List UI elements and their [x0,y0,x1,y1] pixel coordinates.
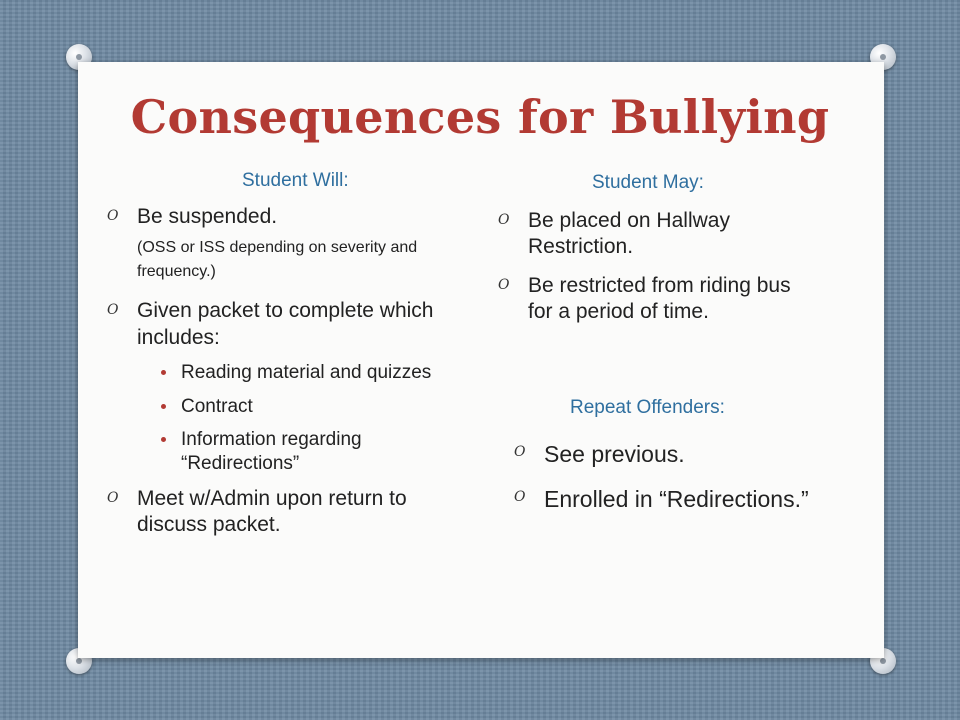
o-bullet-icon: O [107,302,119,319]
list-item-text: Given packet to complete which includes: [137,299,434,349]
list-item [498,208,818,261]
dot-bullet-icon [161,404,166,409]
list-item-text: See previous. [544,441,685,467]
list-item [107,486,457,539]
list-item-text: Enrolled in “Redirections.” [544,485,809,512]
sub-list-item: Reading material and quizzes [161,361,457,385]
list-item [514,440,834,469]
o-bullet-icon: O [498,212,510,228]
dot-bullet-icon [161,370,166,375]
repeat-offenders-heading: Repeat Offenders: [570,397,725,418]
dot-bullet-icon [161,437,166,442]
sub-list-item: Information regarding “Redirections” [161,428,457,476]
slide-title: Consequences for Bullying [130,90,830,144]
student-will-heading: Student Will: [242,170,349,191]
suspension-note: (OSS or ISS depending on severity and frequency.) [137,239,418,281]
list-item [514,483,834,516]
list-item [107,204,457,230]
list-item [107,298,457,351]
student-may-column [498,208,818,325]
list-item [498,273,818,326]
o-bullet-icon: O [107,208,119,224]
packet-contents-list [161,361,457,476]
o-bullet-icon: O [107,489,119,506]
o-bullet-icon: O [514,444,526,460]
sub-list-item: Contract [161,395,457,419]
list-item-text: Meet w/Admin upon return to discuss packet. [137,486,407,536]
list-item-text: Be restricted from riding bus for a period of time. [528,273,791,323]
repeat-offenders-column [514,440,834,516]
o-bullet-icon: O [498,276,510,293]
student-will-column [107,204,457,538]
list-item-text: Be placed on Hallway Restriction. [528,209,730,259]
o-bullet-icon: O [514,488,526,505]
student-may-heading: Student May: [592,172,704,193]
list-item-text: Be suspended. [137,205,278,228]
